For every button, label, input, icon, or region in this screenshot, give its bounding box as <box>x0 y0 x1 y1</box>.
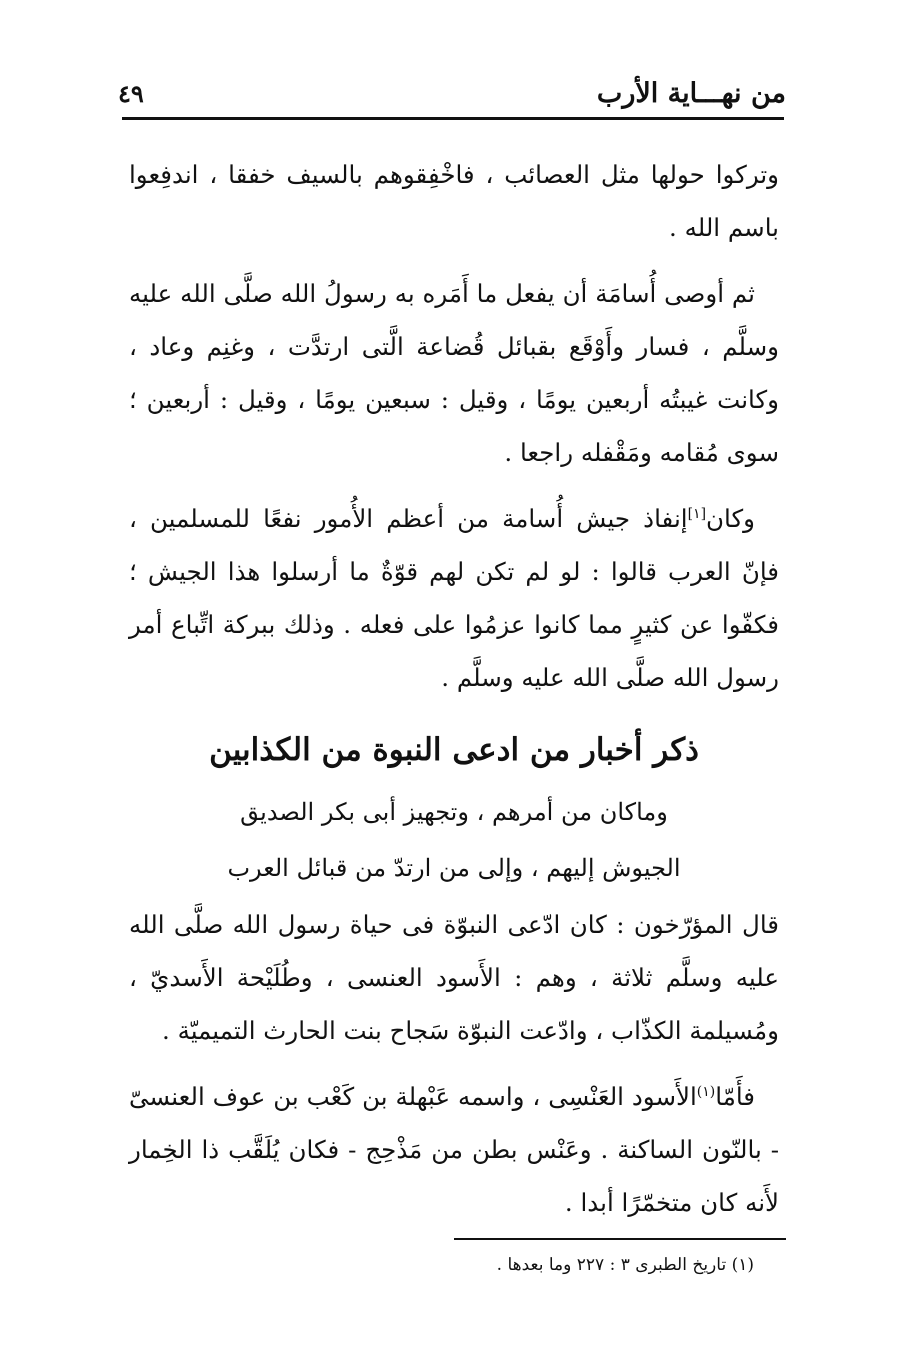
section-heading: ذكر أخبار من ادعى النبوة من الكذابين <box>209 732 699 768</box>
paragraph-5 <box>129 1070 779 1229</box>
paragraph-3-start: وكان <box>706 504 755 533</box>
section-subheading-line-2: الجيوش إليهم ، وإلى من ارتدّ من قبائل العرب <box>227 854 681 882</box>
footnote: (١) تاريخ الطبرى ٣ : ٢٢٧ وما بعدها . <box>496 1255 754 1275</box>
footnote-marker-bracket: [١] <box>687 505 707 522</box>
body-text <box>129 148 779 1242</box>
paragraph-3 <box>129 492 779 704</box>
paragraph-3-rest: إنفاذ جيش أُسامة من أعظم الأُمور نفعًا للمسلمين ، فإنّ العرب قالوا : لو لم تكن لهم قوّةٌ ما أرسلوا هذا الجيش ؛ فكفّوا عن كثيرٍ مما كانوا عزمُوا على فعله . وذلك ببركة اتِّباع أمر رسول الله صلَّى الله عليه وسلَّم . <box>129 504 779 692</box>
section-subheading-line-1: وماكان من أمرهم ، وتجهيز أبى بكر الصديق <box>240 798 668 826</box>
page-number: ٤٩ <box>118 78 144 108</box>
paragraph-2: ثم أوصى أُسامَة أن يفعل ما أَمَره به رسولُ الله صلَّى الله عليه وسلَّم ، فسار وأَوْقَع بقبائل قُضاعة الَّتى ارتدَّت ، وغنِم وعاد ، وكانت غيبتُه أربعين يومًا ، وقيل : سبعين يومًا ، وقيل : أربعين ؛ سوى مُقامه ومَقْفله راجعا . <box>129 279 779 467</box>
paragraph-4: قال المؤرّخون : كان ادّعى النبوّة فى حياة رسول الله صلَّى الله عليه وسلَّم ثلاثة ، وهم : الأَسود العنسى ، وطُلَيْحة الأَسديّ ، ومُسيلمة الكذّاب ، وادّعت النبوّة سَجاح بنت الحارث التميميّة . <box>129 910 779 1045</box>
paragraph-5-start: فأَمّا <box>715 1082 755 1111</box>
footnote-rule <box>454 1238 786 1240</box>
page-header <box>118 68 786 118</box>
paragraph-1: وتركوا حولها مثل العصائب ، فاخْفِقوهم بالسيف خفقا ، اندفِعوا باسم الله . <box>129 160 779 242</box>
footnote-marker-1: (١) <box>696 1083 716 1100</box>
header-rule <box>122 117 784 120</box>
running-title: من نهـــاية الأرب <box>596 77 786 109</box>
paragraph-5-rest: الأَسود العَنْسِى ، واسمه عَبْهلة بن كَعْب بن عوف العنسىّ - بالنّون الساكنة . وعَنْس بطن من مَذْحِج - فكان يُلَقَّب ذا الخِمار لأَنه كان متخمّرًا أبدا . <box>129 1082 779 1217</box>
